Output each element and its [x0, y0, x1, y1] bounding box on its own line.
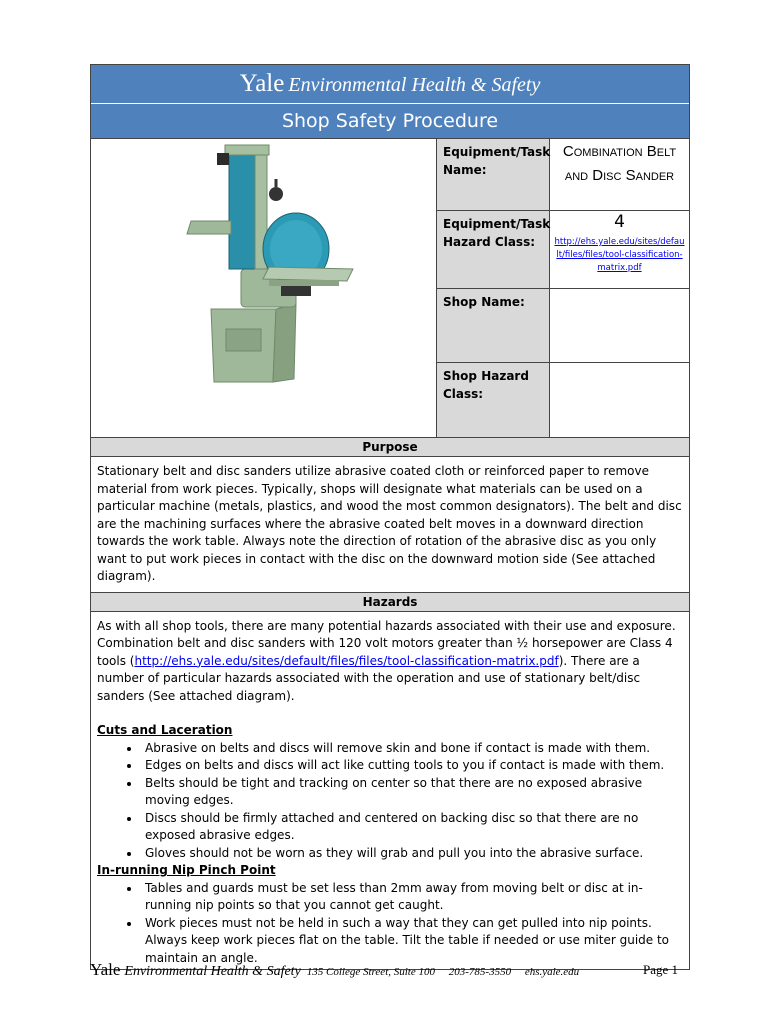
shop-name-value[interactable]	[550, 289, 689, 297]
ehs-header	[91, 65, 689, 104]
equipment-image-cell	[91, 139, 437, 437]
list-item: • Edges on belts and discs will act like cutting tools to you if contact is made with them.	[141, 757, 683, 775]
footer-ehs: Environmental Health & Safety	[124, 964, 301, 979]
page-number: Page 1	[642, 962, 678, 977]
label-column	[437, 139, 550, 437]
hazards-intro: As with all shop tools, there are many potential hazards associated with their use and exposure. Combination belt and disc sanders with 120 volt motors greater than ½ horsepower are Class 4 tools (http://ehs.yale.edu/sites/default/files/files/tool-classification-matrix.pdf). There are a number of particular hazards associated with the operation and use of stationary belt/disc sanders (See attached diagram).	[97, 618, 676, 703]
equipment-name-label: Equipment/Task Name:	[443, 145, 551, 177]
list-item: • Gloves should not be worn as they will grab and pull you into the abrasive surface.	[141, 845, 683, 863]
page-title: Shop Safety Procedure	[91, 104, 689, 139]
purpose-text: Stationary belt and disc sanders utilize abrasive coated cloth or reinforced paper to remove material from work pieces. Typically, shops will designate what materials can be used on a particular machine (metals, plastics, and wood the most common designators). The belt and disc are the machining surfaces where the abrasive coated belt moves in a downward direction towards the work table. Always note the direction of rotation of the abrasive disc as you only want to put work pieces in contact with the disc on the downward motion side (See attached diagram).	[91, 457, 689, 593]
equipment-name-value: Combination Belt and Disc Sander	[562, 143, 677, 184]
shop-hazard-label: Shop Hazard Class:	[443, 369, 529, 401]
footer-address: 135 College Street, Suite 100 203-785-3550 ehs.yale.edu	[306, 966, 580, 978]
belt-disc-sander-icon	[91, 139, 436, 437]
hazard-class-label: Equipment/Task Hazard Class:	[443, 217, 551, 249]
ehs-wordmark: Environmental Health & Safety	[288, 74, 541, 96]
list-item: • Abrasive on belts and discs will remove skin and bone if contact is made with them.	[141, 740, 683, 758]
equipment-info-table	[91, 139, 689, 438]
list-item: • Discs should be firmly attached and centered on backing disc so that there are no exposed abrasive edges.	[141, 810, 683, 845]
shop-hazard-value[interactable]	[550, 363, 689, 371]
classification-matrix-link[interactable]: http://ehs.yale.edu/sites/default/files/files/tool-classification-matrix.pdf	[134, 653, 559, 668]
hazard-class-link[interactable]: http://ehs.yale.edu/sites/default/files/files/tool-classification-matrix.pdf	[554, 237, 685, 273]
value-column	[550, 139, 689, 437]
nip-list	[97, 880, 683, 968]
footer-yale: Yale	[90, 960, 121, 979]
hazards-section	[91, 612, 689, 970]
list-item: • Belts should be tight and tracking on center so that there are no exposed abrasive moving edges.	[141, 775, 683, 810]
page-footer	[90, 960, 690, 980]
cuts-heading: Cuts and Laceration	[97, 723, 233, 737]
yale-wordmark: Yale	[239, 70, 285, 97]
nip-heading: In-running Nip Pinch Point	[97, 863, 276, 877]
purpose-heading: Purpose	[91, 438, 689, 457]
shop-name-label: Shop Name:	[443, 295, 525, 309]
hazards-heading: Hazards	[91, 593, 689, 612]
hazard-class-value: 4	[614, 212, 625, 232]
cuts-list	[97, 740, 683, 863]
list-item: • Tables and guards must be set less than 2mm away from moving belt or disc at in-running nip points so that you cannot get caught.	[141, 880, 683, 915]
list-item: • Work pieces must not be held in such a way that they can get pulled into nip points. Always keep work pieces flat on the table. Tilt the table if needed or use miter guide to maintain an angle.	[141, 915, 683, 968]
procedure-form	[90, 64, 690, 970]
